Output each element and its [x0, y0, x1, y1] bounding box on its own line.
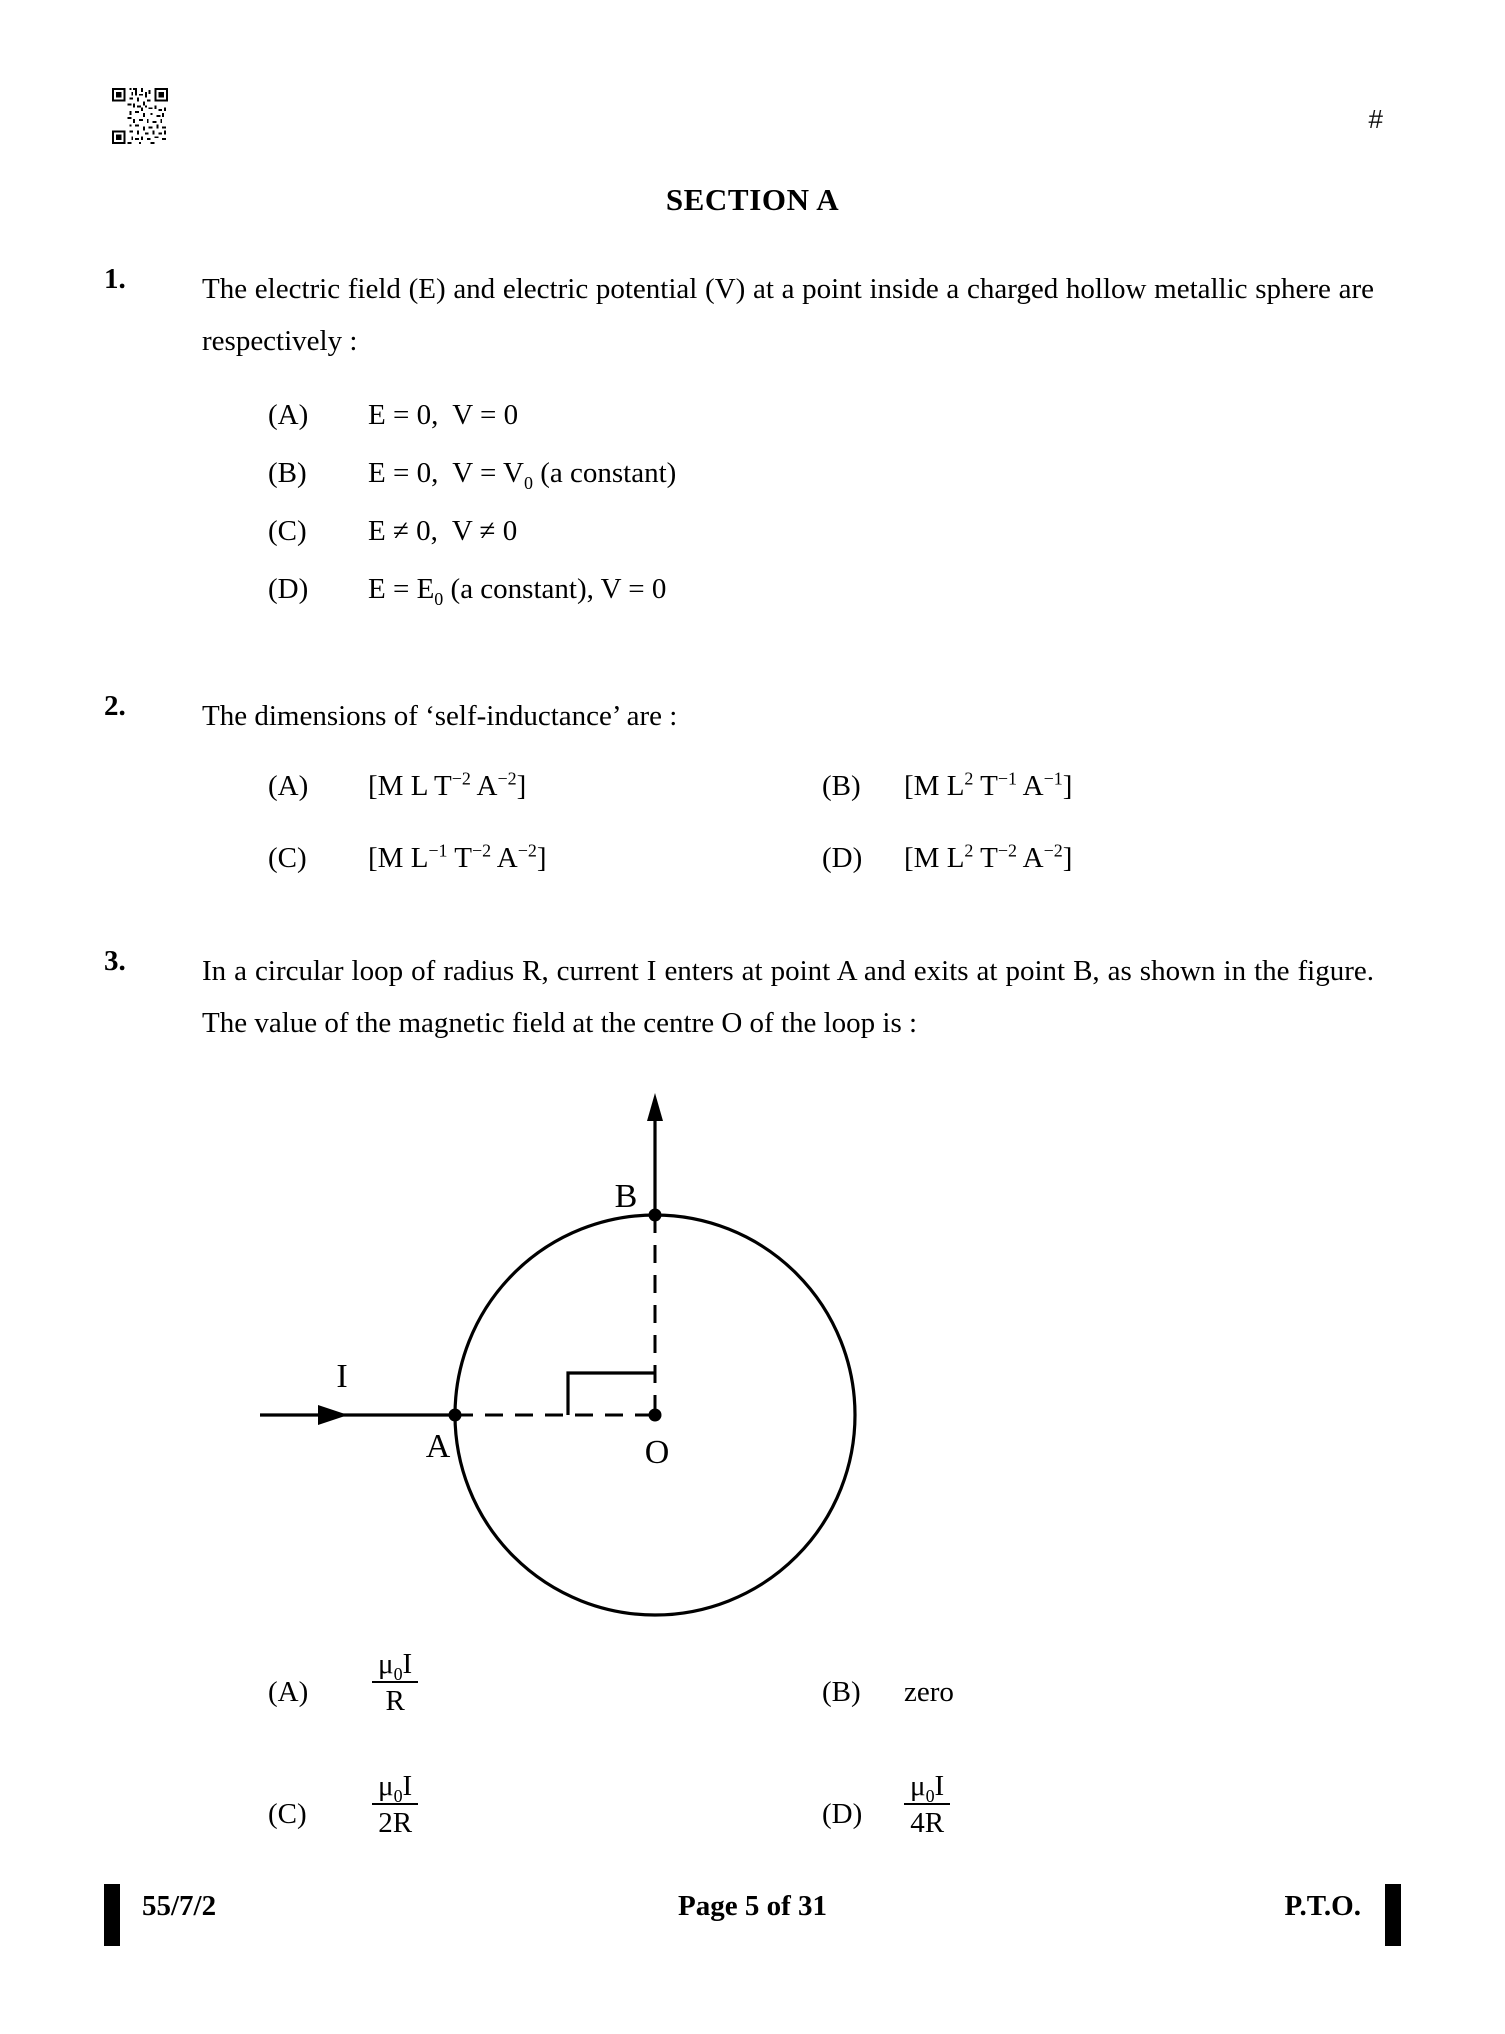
- question-1-option-d[interactable]: [202, 569, 1374, 627]
- question-3-option-d[interactable]: [822, 1770, 1382, 1840]
- question-3-number: 3.: [104, 945, 126, 977]
- fraction-numerator: $\mu_0I$: [378, 1770, 413, 1806]
- question-3-option-c[interactable]: [268, 1770, 828, 1840]
- page-footer: [104, 1884, 1401, 1954]
- point-a-label: A: [425, 1428, 451, 1465]
- exit-current-arrowhead: [647, 1093, 663, 1121]
- question-3-text: In a circular loop of radius R, current I enters at point A and exits at point B, as shown in the figure. The value of the magnetic field at the centre O of the loop is :: [202, 955, 1374, 1039]
- option-value: [M L $T^{-2}$ $A^{-2}$]: [368, 768, 527, 802]
- option-value: $E = E_0$ (a constant), V = 0: [368, 573, 667, 609]
- question-2-options-row-2: [202, 838, 1374, 910]
- question-1-option-a[interactable]: [202, 395, 1374, 453]
- entry-current-arrowhead: [318, 1405, 348, 1425]
- centre-o-dot: [649, 1409, 662, 1422]
- question-3-options: [104, 1648, 1374, 1878]
- section-title: SECTION A: [665, 182, 840, 217]
- fraction-denominator: R: [372, 1681, 418, 1717]
- question-2-option-d[interactable]: [822, 838, 1382, 878]
- question-1-number: 1.: [104, 263, 126, 295]
- question-1-text: The electric field (E) and electric potential (V) at a point inside a charged hollow metallic sphere are respectively :: [202, 273, 1374, 357]
- option-tag: (B): [822, 1676, 861, 1708]
- pto-label: P.T.O.: [1284, 1890, 1361, 1922]
- option-value-fraction: [372, 1770, 418, 1840]
- option-tag: (D): [822, 842, 863, 874]
- question-1: [104, 263, 1374, 627]
- question-1-option-c[interactable]: [202, 511, 1374, 569]
- qr-code-icon: [112, 88, 168, 144]
- option-tag: (D): [268, 573, 309, 605]
- option-value: [M $L^{-1}$ $T^{-2}$ $A^{-2}$]: [368, 840, 547, 874]
- question-2-option-b[interactable]: [822, 766, 1382, 806]
- option-tag: (B): [822, 770, 861, 802]
- option-value: E = 0, $V = V_0$ (a constant): [368, 457, 677, 493]
- option-tag: (C): [268, 842, 307, 874]
- fraction-denominator: 2R: [372, 1803, 418, 1839]
- paper-code: 55/7/2: [142, 1890, 217, 1922]
- option-value: zero: [904, 1676, 954, 1708]
- option-tag: (A): [268, 770, 309, 802]
- fraction-numerator: $\mu_0I$: [910, 1770, 945, 1806]
- point-b-label: B: [614, 1178, 638, 1215]
- question-3-options-row-2: [202, 1770, 1374, 1878]
- option-value: [M $L^2$ $T^{-2}$ $A^{-2}$]: [904, 840, 1073, 874]
- right-angle-mark: [568, 1373, 655, 1415]
- option-tag: (C): [268, 1798, 307, 1830]
- corner-mark: #: [1368, 104, 1383, 134]
- question-2-number: 2.: [104, 690, 126, 722]
- question-1-option-b[interactable]: [202, 453, 1374, 511]
- centre-o-label: O: [644, 1434, 670, 1471]
- page-number: Page 5 of 31: [678, 1890, 827, 1922]
- option-tag: (B): [268, 457, 307, 489]
- option-value: E = 0, V = 0: [368, 399, 519, 431]
- fraction-numerator: $\mu_0I$: [378, 1648, 413, 1684]
- option-tag: (C): [268, 515, 307, 547]
- footer-bar-right: [1385, 1884, 1401, 1946]
- question-2-options-row-1: [202, 766, 1374, 838]
- option-value: E ≠ 0, V ≠ 0: [368, 515, 518, 547]
- current-label-I: I: [336, 1358, 348, 1395]
- question-3: [104, 945, 1374, 1049]
- question-3-option-b[interactable]: [822, 1648, 1382, 1708]
- fraction-denominator: 4R: [904, 1803, 950, 1839]
- option-value-fraction: [372, 1648, 418, 1718]
- point-b-dot: [649, 1209, 662, 1222]
- question-2-text: The dimensions of ‘self-inductance’ are :: [202, 700, 678, 732]
- question-2-option-a[interactable]: [268, 766, 828, 806]
- question-2: [104, 690, 1374, 910]
- option-tag: (A): [268, 1676, 309, 1708]
- option-tag: (A): [268, 399, 309, 431]
- question-3-option-a[interactable]: [268, 1648, 828, 1718]
- point-a-dot: [449, 1409, 462, 1422]
- circular-current-loop-diagram: [230, 1085, 990, 1645]
- question-2-option-c[interactable]: [268, 838, 828, 878]
- question-3-options-row-1: [202, 1648, 1374, 1756]
- option-value: [M $L^2$ $T^{-1}$ $A^{-1}$]: [904, 768, 1073, 802]
- option-value-fraction: [904, 1770, 950, 1840]
- option-tag: (D): [822, 1798, 863, 1830]
